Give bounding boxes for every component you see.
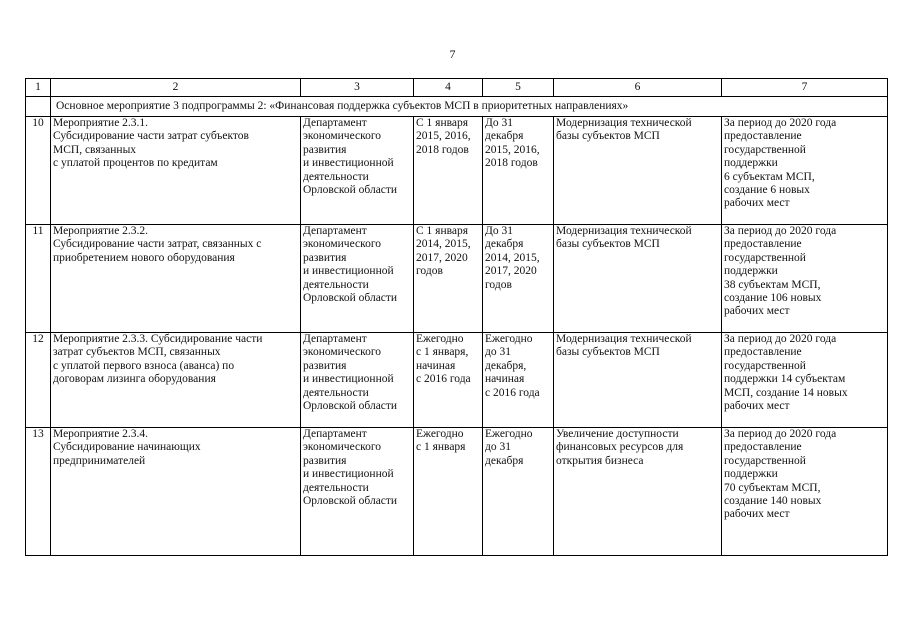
- cell-line: поддержки: [724, 157, 778, 170]
- event-cell: [51, 333, 301, 428]
- cell-line: развития: [303, 359, 347, 372]
- cell-line: За период до 2020 года: [724, 117, 837, 129]
- activities-table: [25, 78, 888, 556]
- cell-line: До 31: [485, 225, 513, 237]
- cell-line: МСП, связанных: [53, 143, 137, 156]
- cell-line: Увеличение доступности: [556, 428, 679, 440]
- cell-line: Ежегодно: [416, 333, 464, 345]
- header-cell: 2: [51, 79, 301, 97]
- executor-cell: [301, 428, 414, 556]
- cell-line: рабочих мест: [724, 197, 790, 210]
- end-date-cell: [483, 333, 554, 428]
- cell-line: с 1 января: [416, 441, 466, 454]
- end-date-cell: [483, 117, 554, 225]
- row-number: 12: [26, 333, 51, 428]
- cell-line: 2015, 2016,: [416, 130, 471, 143]
- cell-line: поддержки: [724, 468, 778, 481]
- cell-line: Мероприятие 2.3.4.: [53, 428, 149, 440]
- cell-line: рабочих мест: [724, 508, 790, 521]
- cell-line: предоставление: [724, 130, 802, 143]
- cell-line: Орловской области: [303, 184, 398, 197]
- header-cell: 3: [301, 79, 414, 97]
- section-title: Основное мероприятие 3 подпрограммы 2: «Финансовая поддержка субъектов МСП в приоритетных направлениях»: [51, 97, 888, 117]
- cell-line: предоставление: [724, 346, 802, 359]
- start-date-cell: [414, 117, 483, 225]
- cell-line: финансовых ресурсов для: [556, 441, 684, 454]
- cell-line: приобретением нового оборудования: [53, 251, 235, 264]
- cell-line: создание 6 новых: [724, 184, 810, 197]
- cell-line: 2015, 2016,: [485, 143, 540, 156]
- cell-line: Ежегодно: [416, 428, 464, 440]
- cell-line: базы субъектов МСП: [556, 346, 660, 359]
- cell-line: развития: [303, 143, 347, 156]
- page-number: 7: [449, 47, 456, 61]
- cell-line: деятельности: [303, 481, 369, 494]
- cell-line: Субсидирование начинающих: [53, 441, 201, 454]
- header-cell: 7: [722, 79, 888, 97]
- cell-line: поддержки 14 субъектам: [724, 373, 846, 386]
- result-cell: [554, 333, 722, 428]
- cell-line: Субсидирование части затрат, связанных с: [53, 238, 262, 251]
- cell-line: базы субъектов МСП: [556, 238, 660, 251]
- cell-line: Департамент: [303, 225, 367, 237]
- start-date-cell: [414, 333, 483, 428]
- cell-line: Модернизация технической: [556, 333, 692, 345]
- cell-line: 6 субъектам МСП,: [724, 170, 815, 183]
- row-number: 11: [26, 225, 51, 333]
- cell-line: Орловской области: [303, 495, 398, 508]
- table-row: [26, 117, 888, 225]
- cell-line: и инвестиционной: [303, 265, 394, 278]
- cell-line: с 2016 года: [416, 373, 471, 386]
- cell-line: деятельности: [303, 170, 369, 183]
- cell-line: рабочих мест: [724, 305, 790, 318]
- cell-line: Орловской области: [303, 292, 398, 305]
- cell-line: предоставление: [724, 441, 802, 454]
- cell-line: экономического: [303, 130, 382, 143]
- start-date-cell: [414, 225, 483, 333]
- end-date-cell: [483, 428, 554, 556]
- cell-line: 2017, 2020: [485, 265, 537, 278]
- cell-line: Департамент: [303, 333, 367, 345]
- cell-line: 2017, 2020: [416, 251, 468, 264]
- event-cell: [51, 117, 301, 225]
- result-cell: [554, 225, 722, 333]
- cell-line: Департамент: [303, 117, 367, 129]
- cell-line: начиная: [416, 359, 456, 372]
- cell-line: базы субъектов МСП: [556, 130, 660, 143]
- cell-line: годов: [485, 278, 512, 291]
- event-cell: [51, 428, 301, 556]
- cell-line: деятельности: [303, 278, 369, 291]
- cell-line: и инвестиционной: [303, 157, 394, 170]
- cell-line: МСП, создание 14 новых: [724, 386, 848, 399]
- cell-line: открытия бизнеса: [556, 454, 644, 467]
- cell-line: затрат субъектов МСП, связанных: [53, 346, 221, 359]
- cell-line: до 31: [485, 346, 511, 359]
- table-row: [26, 333, 888, 428]
- cell-line: 70 субъектам МСП,: [724, 481, 821, 494]
- executor-cell: [301, 117, 414, 225]
- cell-line: государственной: [724, 143, 806, 156]
- cell-line: с 1 января,: [416, 346, 469, 359]
- cell-line: рабочих мест: [724, 400, 790, 413]
- cell-line: декабря,: [485, 359, 527, 372]
- header-cell: 1: [26, 79, 51, 97]
- cell-line: с уплатой процентов по кредитам: [53, 157, 218, 170]
- header-cell: 6: [554, 79, 722, 97]
- cell-line: государственной: [724, 359, 806, 372]
- cell-line: договорам лизинга оборудования: [53, 373, 216, 386]
- result-cell: [554, 428, 722, 556]
- cell-line: экономического: [303, 441, 382, 454]
- cell-line: Орловской области: [303, 400, 398, 413]
- cell-line: годов: [416, 265, 443, 278]
- cell-line: и инвестиционной: [303, 373, 394, 386]
- cell-line: государственной: [724, 454, 806, 467]
- header-cell: 5: [483, 79, 554, 97]
- cell-line: поддержки: [724, 265, 778, 278]
- cell-line: 2018 годов: [485, 157, 538, 170]
- effect-cell: [722, 428, 888, 556]
- cell-line: деятельности: [303, 386, 369, 399]
- cell-line: Субсидирование части затрат субъектов: [53, 130, 249, 143]
- end-date-cell: [483, 225, 554, 333]
- cell-line: создание 140 новых: [724, 495, 822, 508]
- cell-line: Мероприятие 2.3.2.: [53, 225, 149, 237]
- table-row: [26, 428, 888, 556]
- cell-line: предоставление: [724, 238, 802, 251]
- cell-line: 2014, 2015,: [485, 251, 540, 264]
- cell-line: декабря: [485, 454, 524, 467]
- header-cell: 4: [414, 79, 483, 97]
- cell-line: С 1 января: [416, 225, 469, 237]
- cell-line: и инвестиционной: [303, 468, 394, 481]
- cell-line: С 1 января: [416, 117, 469, 129]
- cell-line: Модернизация технической: [556, 225, 692, 237]
- cell-line: Департамент: [303, 428, 367, 440]
- header-row: [26, 79, 888, 97]
- cell-line: предпринимателей: [53, 454, 146, 467]
- section-row: [26, 97, 888, 117]
- cell-line: экономического: [303, 346, 382, 359]
- cell-line: 2018 годов: [416, 143, 469, 156]
- cell-line: 38 субъектам МСП,: [724, 278, 821, 291]
- cell-line: За период до 2020 года: [724, 333, 837, 345]
- cell-line: Модернизация технической: [556, 117, 692, 129]
- cell-line: экономического: [303, 238, 382, 251]
- cell-line: начиная: [485, 373, 525, 386]
- cell-line: Ежегодно: [485, 428, 533, 440]
- effect-cell: [722, 225, 888, 333]
- row-number: 13: [26, 428, 51, 556]
- cell-line: декабря: [485, 130, 524, 143]
- cell-line: развития: [303, 454, 347, 467]
- executor-cell: [301, 333, 414, 428]
- executor-cell: [301, 225, 414, 333]
- cell-line: За период до 2020 года: [724, 225, 837, 237]
- cell-line: развития: [303, 251, 347, 264]
- cell-line: За период до 2020 года: [724, 428, 837, 440]
- cell-line: декабря: [485, 238, 524, 251]
- cell-line: Мероприятие 2.3.1.: [53, 117, 149, 129]
- result-cell: [554, 117, 722, 225]
- table-row: [26, 225, 888, 333]
- effect-cell: [722, 117, 888, 225]
- row-number: 10: [26, 117, 51, 225]
- cell-line: до 31: [485, 441, 511, 454]
- cell-line: Ежегодно: [485, 333, 533, 345]
- cell-line: с уплатой первого взноса (аванса) по: [53, 359, 235, 372]
- cell-line: Мероприятие 2.3.3. Субсидирование части: [53, 333, 263, 345]
- cell-line: создание 106 новых: [724, 292, 822, 305]
- cell-line: государственной: [724, 251, 806, 264]
- cell-line: До 31: [485, 117, 513, 129]
- start-date-cell: [414, 428, 483, 556]
- cell-line: с 2016 года: [485, 386, 540, 399]
- cell-line: 2014, 2015,: [416, 238, 471, 251]
- section-empty-cell: [26, 97, 51, 117]
- effect-cell: [722, 333, 888, 428]
- event-cell: [51, 225, 301, 333]
